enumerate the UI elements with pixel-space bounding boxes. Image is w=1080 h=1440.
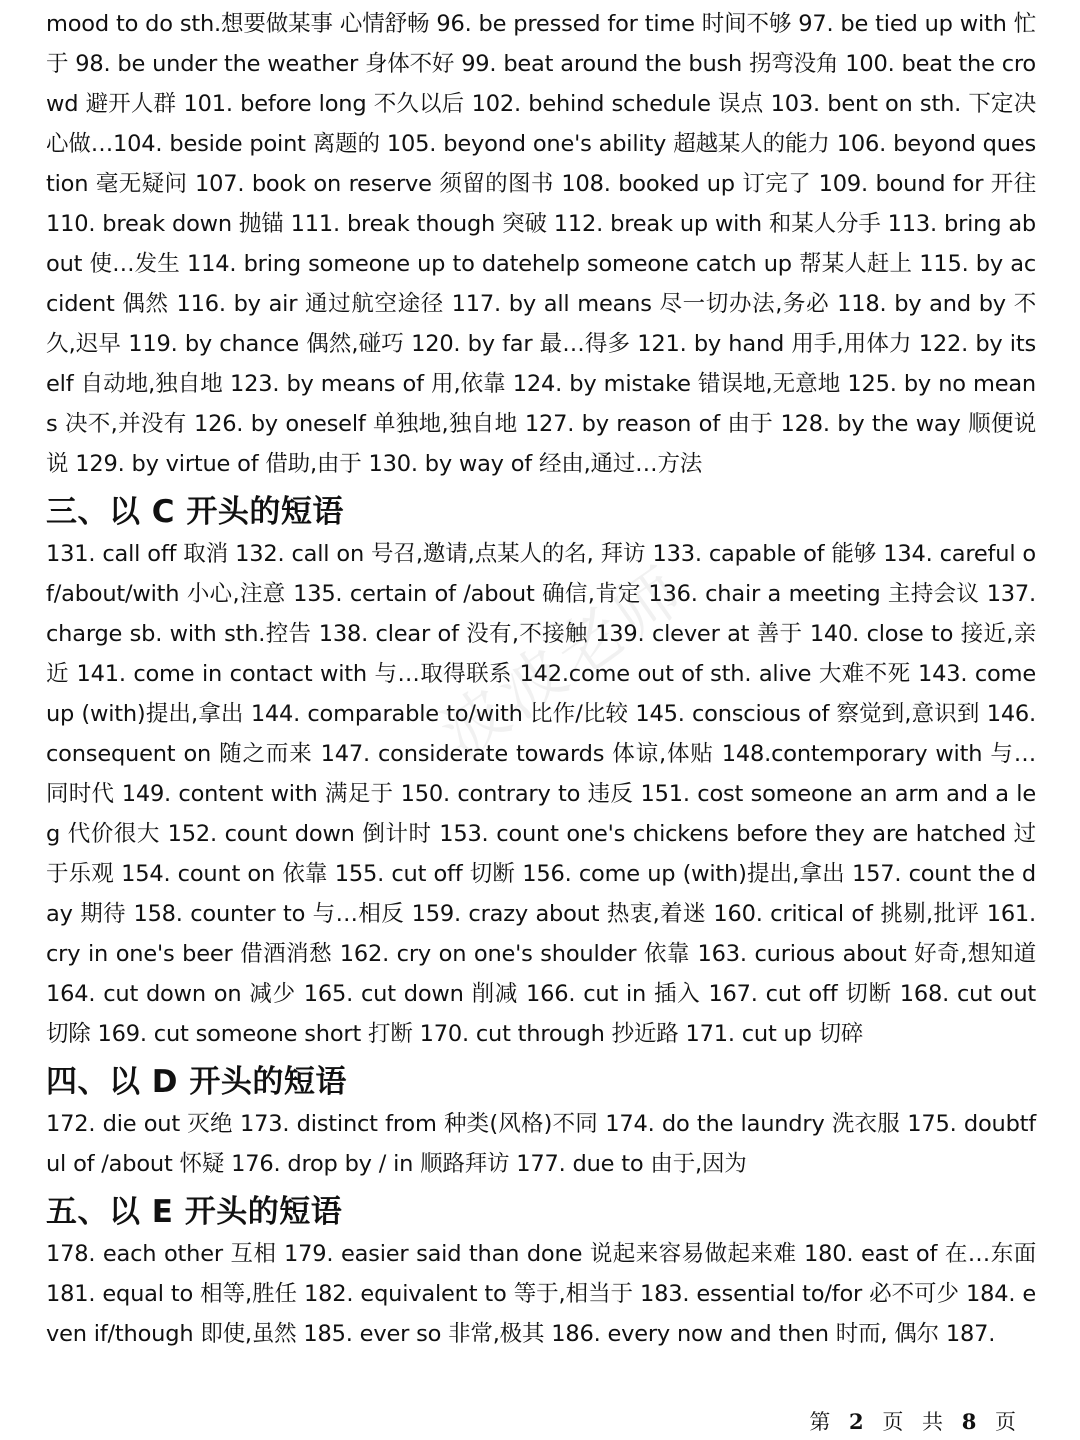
watermark: 波波老师 (428, 551, 701, 773)
footer-middle: 页 共 (882, 1410, 949, 1434)
footer-total-pages: 8 (961, 1409, 983, 1434)
page-footer (809, 1406, 1022, 1436)
footer-prefix: 第 (809, 1410, 837, 1434)
paragraph-e-phrases: 178. each other 互相 179. easier said than done 说起来容易做起来难 180. east of 在…东面 181. equal to 相等,胜任 182. equivalent to 等于,相当于 183. essential to/for 必不可少 184. even if/though 即使,虽然 185. ever so 非常,极其 186. every now and then 时而, 偶尔 187. (46, 1241, 1036, 1347)
document-page (46, 4, 1036, 1354)
paragraph-c-phrases: 131. call off 取消 132. call on 号召,邀请,点某人的名, 拜访 133. capable of 能够 134. careful of/about/with 小心,注意 135. certain of /about 确信,肯定 136. chair a meeting 主持会议 137. charge sb. with sth.控告 138. clear of 没有,不接触 139. clever at 善于 140. close to 接近,亲近 141. come in contact with 与…取得联系 142.come out of sth. alive 大难不死 143. come up (with)提出,拿出 144. comparable to/with 比作/比较 145. conscious of 察觉到,意识到 146. consequent on 随之而来 147. considerate towards 体谅,体贴 148.contemporary with 与…同时代 149. content with 满足于 150. contrary to 违反 151. cost someone an arm and a leg 代价很大 152. count down 倒计时 153. count one's chickens before they are hatched 过于乐观 154. count on 依靠 155. cut off 切断 156. come up (with)提出,拿出 157. count the day 期待 158. counter to 与…相反 159. crazy about 热衷,着迷 160. critical of 挑剔,批评 161. cry in one's beer 借酒消愁 162. cry on one's shoulder 依靠 163. curious about 好奇,想知道 164. cut down on 减少 165. cut down 削减 166. cut in 插入 167. cut off 切断 168. cut out 切除 169. cut someone short 打断 170. cut through 抄近路 171. cut up 切碎 (46, 541, 1036, 1047)
section-heading-d: 四、以 D 开头的短语 (46, 1064, 347, 1100)
paragraph-b-phrases: mood to do sth.想要做某事 心情舒畅 96. be pressed for time 时间不够 97. be tied up with 忙于 98. be under the weather 身体不好 99. beat around the bush 拐弯没角 100. beat the crowd 避开人群 101. before long 不久以后 102. behind schedule 误点 103. bent on sth. 下定决心做…104. beside point 离题的 105. beyond one's ability 超越某人的能力 106. beyond question 毫无疑问 107. book on reserve 须留的图书 108. booked up 订完了 109. bound for 开往 110. break down 抛锚 111. break though 突破 112. break up with 和某人分手 113. bring about 使…发生 114. bring someone up to datehelp someone catch up 帮某人赶上 115. by accident 偶然 116. by air 通过航空途径 117. by all means 尽一切办法,务必 118. by and by 不久,迟早 119. by chance 偶然,碰巧 120. by far 最…得多 121. by hand 用手,用体力 122. by itself 自动地,独自地 123. by means of 用,依靠 124. by mistake 错误地,无意地 125. by no means 决不,并没有 126. by oneself 单独地,独自地 127. by reason of 由于 128. by the way 顺便说说 129. by virtue of 借助,由于 130. by way of 经由,通过…方法 (46, 11, 1036, 477)
paragraph-d-phrases: 172. die out 灭绝 173. distinct from 种类(风格)不同 174. do the laundry 洗衣服 175. doubtful of /about 怀疑 176. drop by / in 顺路拜访 177. due to 由于,因为 (46, 1111, 1036, 1177)
footer-page-number: 2 (849, 1409, 870, 1434)
section-heading-e: 五、以 E 开头的短语 (46, 1194, 343, 1230)
footer-suffix: 页 (995, 1410, 1022, 1434)
section-heading-c: 三、以 C 开头的短语 (46, 494, 344, 530)
